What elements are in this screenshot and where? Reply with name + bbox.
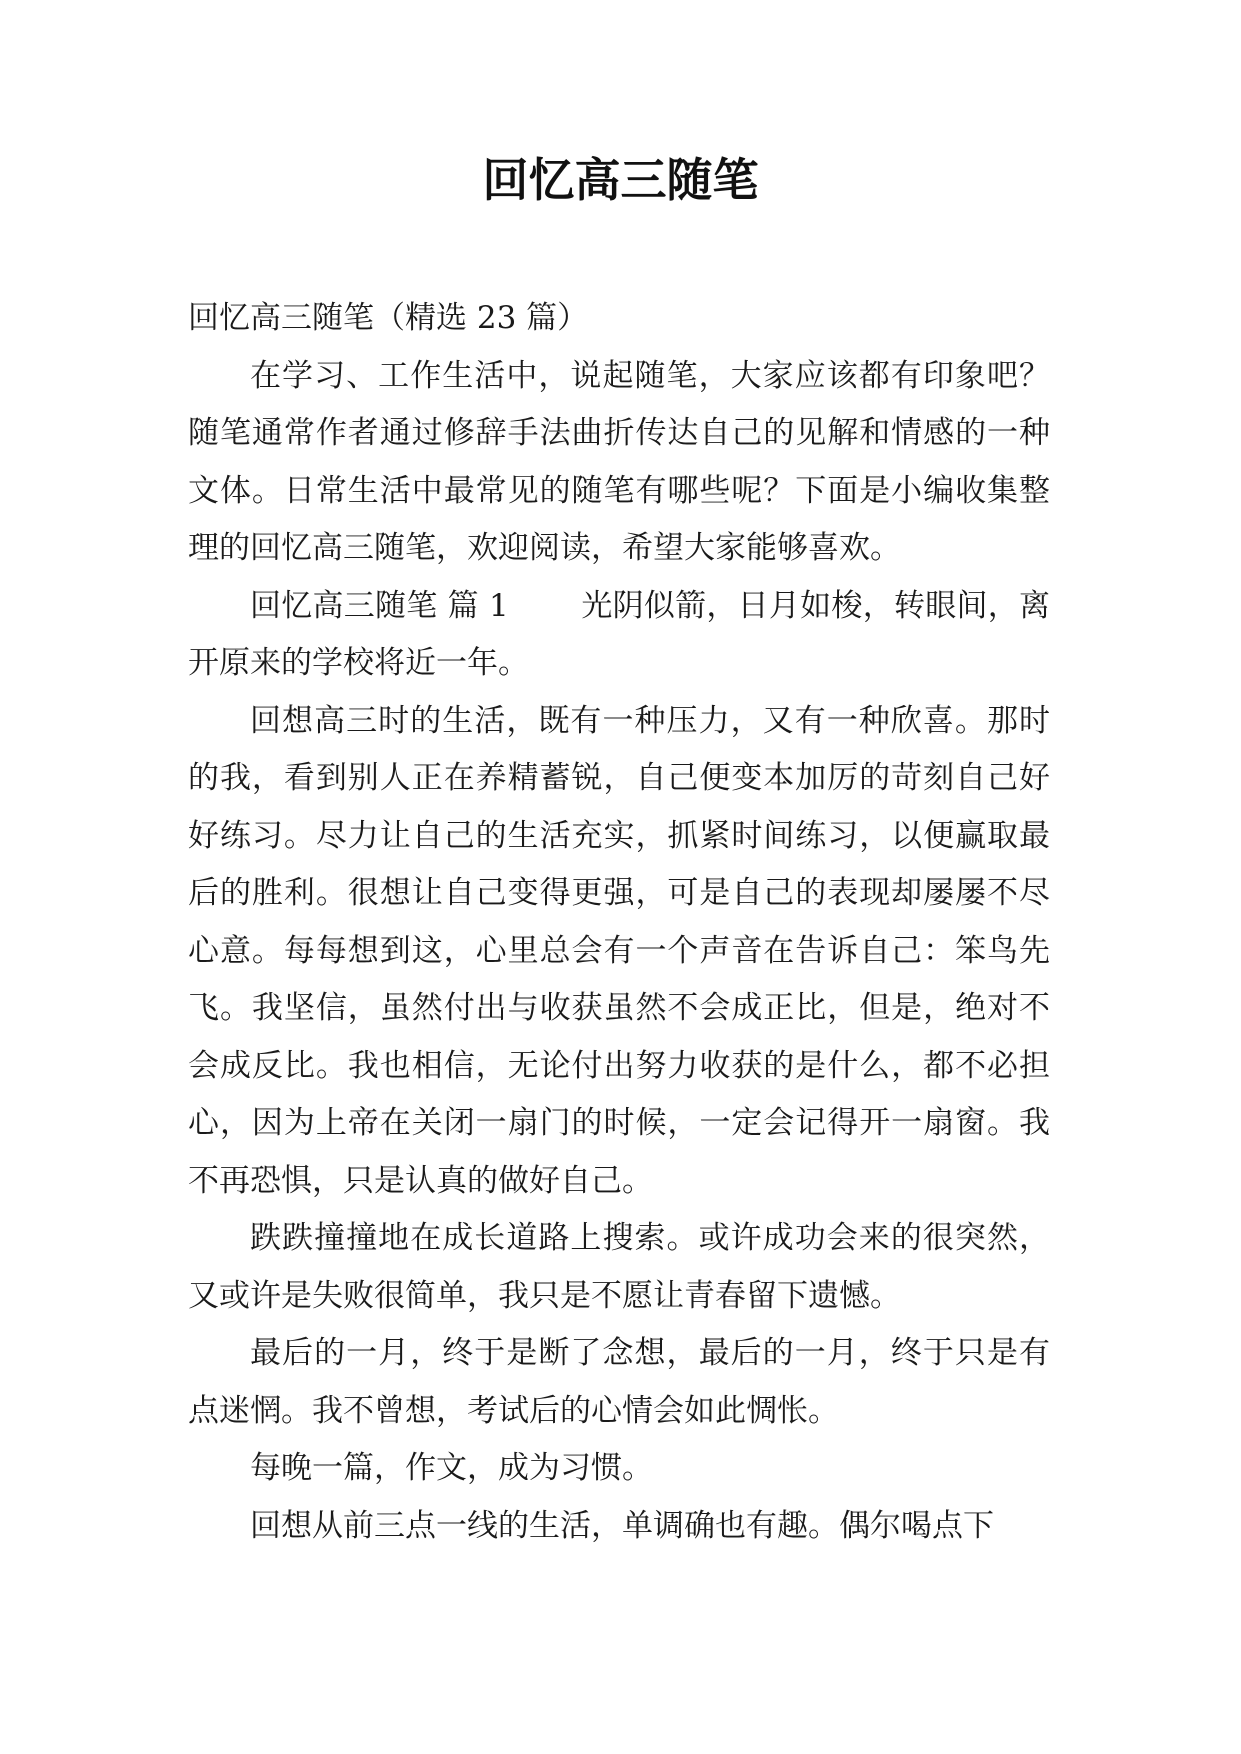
document-title: 回忆高三随笔 <box>482 153 759 207</box>
document-body <box>188 290 1050 1555</box>
paragraph: 回忆高三随笔 篇 1 光阴似箭，日月如梭，转眼间，离开原来的学校将近一年。 <box>188 587 1050 681</box>
paragraph: 跌跌撞撞地在成长道路上搜索。或许成功会来的很突然，又或许是失败很简单，我只是不愿让青春留下遗憾。 <box>188 1220 1050 1314</box>
paragraph: 在学习、工作生活中，说起随笔，大家应该都有印象吧？随笔通常作者通过修辞手法曲折传达自己的见解和情感的一种文体。日常生活中最常见的随笔有哪些呢？下面是小编收集整理的回忆高三随笔，欢迎阅读，希望大家能够喜欢。 <box>188 357 1050 566</box>
paragraph: 最后的一月，终于是断了念想，最后的一月，终于只是有点迷惘。我不曾想，考试后的心情会如此惆怅。 <box>188 1335 1050 1429</box>
paragraph: 回忆高三随笔（精选 23 篇） <box>188 300 589 336</box>
paragraph: 回想高三时的生活，既有一种压力，又有一种欣喜。那时的我，看到别人正在养精蓄锐，自己便变本加厉的苛刻自己好好练习。尽力让自己的生活充实，抓紧时间练习，以便赢取最后的胜利。很想让自己变得更强，可是自己的表现却屡屡不尽心意。每每想到这，心里总会有一个声音在告诉自己：笨鸟先飞。我坚信，虽然付出与收获虽然不会成正比，但是，绝对不会成反比。我也相信，无论付出努力收获的是什么，都不必担心，因为上帝在关闭一扇门的时候，一定会记得开一扇窗。我不再恐惧，只是认真的做好自己。 <box>188 702 1050 1199</box>
paragraph: 每晚一篇，作文，成为习惯。 <box>250 1450 653 1486</box>
paragraph: 回想从前三点一线的生活，单调确也有趣。偶尔喝点下 <box>250 1507 994 1544</box>
